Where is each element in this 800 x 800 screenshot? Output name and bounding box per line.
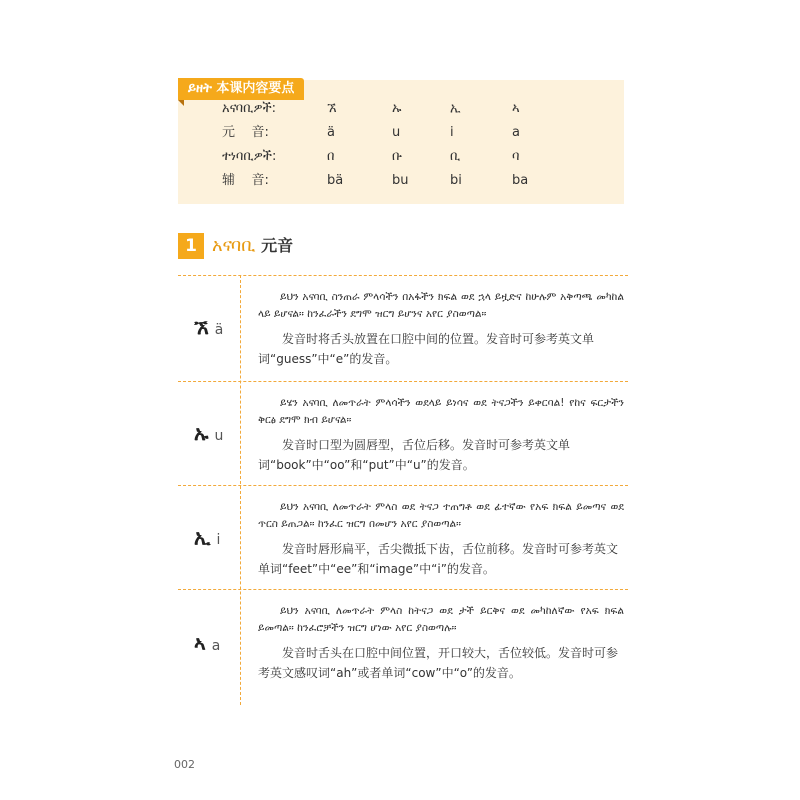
summary-cell: በ: [327, 149, 335, 164]
summary-label: 元 音:: [222, 125, 269, 140]
vowel-ethiopic: ኣ: [194, 631, 206, 655]
vowel-description: [258, 499, 624, 579]
summary-cell: ኣ: [512, 101, 520, 116]
section-number: 1: [178, 233, 204, 259]
summary-tag: ይዘት 本课内容要点: [178, 78, 304, 100]
amharic-text: ይህን አናባቢ ለመጥራት ምላስ ወደ ትናጋ ተጠግቶ ወደ ፊተኛው የአፍ ክፍል ይመጣና ወደ ጥርስ ይጠጋል። ከንፈር ዝርግ በመሆን አየር ያስወጣል።: [258, 501, 624, 530]
summary-cell: i: [450, 125, 454, 140]
summary-cell: ኧ: [327, 101, 337, 116]
summary-cell: u: [392, 125, 401, 140]
vowel-ethiopic: ኡ: [194, 421, 209, 445]
summary-tag-fold: [178, 100, 184, 106]
vowel-table: [178, 275, 628, 705]
summary-cell: ኡ: [392, 101, 402, 116]
chinese-text: 发音时唇形扁平，舌尖微抵下齿，舌位前移。发音时可参考英文单词“feet”中“ee”和“image”中“i”的发音。: [258, 542, 619, 576]
chinese-text: 发音时口型为圆唇型，舌位后移。发音时可参考英文单词“book”中“oo”和“put”中“u”的发音。: [258, 438, 571, 472]
chinese-text: 发音时将舌头放置在口腔中间的位置。发音时可参考英文单词“guess”中“e”的发音。: [258, 332, 595, 366]
section-heading: [178, 233, 638, 265]
vowel-latin: a: [211, 638, 221, 654]
summary-cell: ኢ: [450, 101, 461, 116]
vowel-label: [194, 631, 220, 655]
summary-cell: ባ: [512, 149, 520, 164]
vowel-description: [258, 395, 624, 475]
amharic-text: ይህን አናባቢ ለመጥራት ምላስ ከትናጋ ወደ ታች ይርቅና ወደ መካከለኛው የአፍ ክፍል ይመጣል። ከንፈሮቻችን ዝርግ ሆነው አየር ያስወጣሉ።: [258, 605, 624, 634]
vowel-latin: i: [216, 532, 221, 548]
summary-cell: ba: [512, 173, 529, 188]
vowel-ethiopic: ኧ: [194, 315, 209, 339]
summary-cell: ቢ: [450, 149, 461, 164]
section-title-amharic: አናባቢ: [212, 235, 256, 256]
textbook-page: [160, 58, 640, 770]
chinese-text: 发音时舌头在口腔中间位置，开口较大，舌位较低。发音时可参考英文感叹词“ah”或者单词“cow”中“o”的发音。: [258, 646, 619, 680]
summary-cell: ä: [327, 125, 335, 140]
table-row: [178, 589, 628, 705]
vowel-latin: ä: [214, 322, 224, 338]
summary-label: 辅 音:: [222, 173, 269, 188]
vowel-label: [194, 315, 223, 339]
vowel-description: [258, 289, 624, 369]
summary-cell: ቡ: [392, 149, 403, 164]
section-title: [212, 233, 293, 259]
vowel-description: [258, 603, 624, 683]
vowel-ethiopic: ኢ: [194, 525, 211, 549]
summary-cell: bi: [450, 173, 462, 188]
summary-cell: bä: [327, 173, 344, 188]
summary-label: አናባቢዎች:: [222, 101, 277, 116]
amharic-text: ይህን አናባቢ ስንጠራ ምላሳችን በአፋችን ክፍል ወደ ኋላ ይዟድና ከሁሉም አቅጣጫ መካከል ላይ ይሆናል። ከንፈራችን ደግሞ ዝርግ ይሆንና አየር ያስወጣል።: [258, 291, 624, 320]
lesson-summary-box: [178, 80, 624, 204]
vowel-label: [194, 421, 223, 445]
summary-label: ተነባቢዎች:: [222, 149, 277, 164]
table-row: [178, 485, 628, 589]
section-title-chinese: 元音: [261, 236, 294, 255]
table-row: [178, 381, 628, 485]
table-row: [178, 275, 628, 381]
page-number: 002: [174, 758, 195, 771]
vowel-latin: u: [214, 428, 224, 444]
summary-cell: a: [512, 125, 520, 140]
vowel-label: [194, 525, 220, 549]
summary-cell: bu: [392, 173, 409, 188]
amharic-text: ይሄን አናባቢ ለመጥራት ምላሳችን ወደላይ ይነሳና ወደ ትናጋችን ይቀርባል! የከና ፍርታችን ቅርፅ ደግሞ ክብ ይሆናል።: [258, 397, 624, 426]
